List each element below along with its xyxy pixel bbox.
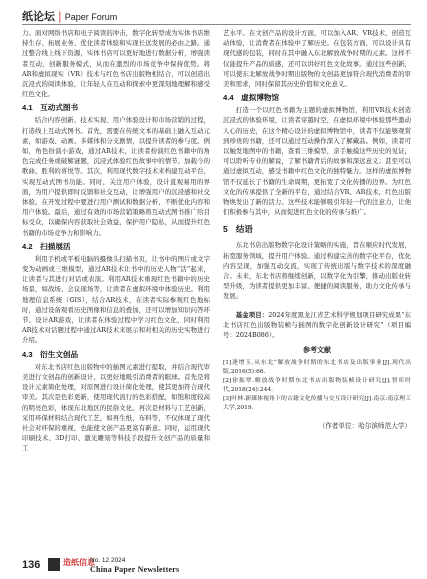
journal-logo-text: 造纸信息 (63, 558, 95, 567)
section-heading-4-2: 4.2 扫描展活 (22, 241, 71, 251)
paragraph: 利用手机或平板电脑的摄像头扫描书页，让书中的图片或文字变为动画或三维模型，通过AR技术让书中的历史人物“活”起来，让读者与其进行对话或表演。利用AR技术重现红色书籍中的历史场景，如战场、会议现场等，让读者在虚拟环境中体验历史。利用地理信息系统（GIS），结合AR技术，在读者实际参观红色地标时，通过设备观看历史图像和信息的叠加，还可以增加知识问答环节、设计AR游戏，让读者在体验过程中学习红色文化，同时利用AR技术对话题过程中通过AR技术来展示和对相关的历史实物进行介绍。 (22, 254, 210, 345)
paragraph: 艺水平。在文创产品的设计方面，可以加入AR、VR技术，创造互动体验，让消费者在体验中了解历史。在包装方面，可以设计具有现代感的包装，同时在其中融入东北解放战争时期的元素。这样不仅能提升产品的质感，还可以讲好红色文化故事。通过这些创新，可以使东北解放战争时期出版物的文创品更加符合现代消费者的审美和需求，同时保留其历史价值和文化意义。 (223, 29, 411, 89)
issue-number: No. 12 2024 (90, 557, 126, 564)
left-column (22, 28, 210, 454)
author-affiliation: （作者单位：哈尔滨师范大学） (318, 422, 411, 431)
section-heading-4-3: 4.3 衍生文创品 (22, 349, 79, 359)
reference-item: [3]叶林.新媒体视角下的古籍文化传播与交互设计研究[J].南京:南京理工大学,2019. (223, 396, 411, 412)
section-title-zh: 纸论坛 (22, 10, 55, 23)
section-heading-4-4: 4.4 虚拟博物馆 (223, 93, 280, 103)
page-footer (0, 555, 427, 579)
references-title: 参考文献 (303, 347, 331, 355)
header-rule (22, 24, 411, 25)
paragraph: 结合内容创新、技术实现、用户体验设计和市场营销的过程，打造线上互动式图书。首先，需要在传统文本的基础上融入互动元素，如游戏、动画、多媒体和分支剧情，以提升读者的参与度。例如，角色扮演小游戏，通过AR技术，让读者扮演红色书籍中的角色完成任务或破解谜题，沉浸式体验红色故事中的情节。加载今的歌曲、胜利的喜悦等。其次，利用现代数字技术来构建互动平台，实现互动式图书功能。同时，关注用户体验，设计直观易用的界面，为用户提供即时反馈和社交互动，让增强用户的沉浸感和社交体验。在开发过程中要进行用户测试和数据分析，不断优化内容和用户体验。最后，通过有效的市场营销策略将互动式图书推广给目标受众，以确保内容获取社会效益，保护用户隐私，从而提升红色书籍的市场竞争力和影响力。 (22, 116, 210, 237)
funding-note (223, 310, 411, 341)
section-heading-5: 5 结语 (223, 224, 253, 235)
section-title (22, 8, 117, 24)
paragraph: 对东北书店红色出版物中的插图元素进行提取，并结合现代审美进行文创品的创新设计，以更好地吸引消费者的眼球。首先是将设计元素简化处理，对原图进行设计简化处理，使其更加符合现代审美。其次是色彩更新，使用现代流行的色彩搭配，如饱和度较高的明亮色彩，体现东北地区的民俗文化。再次是材料与工艺创新，采用环保材料结合现代工艺，如再生纸、布料等，不仅体现了现代社会对环保的重视，也能使文创产品更富有新意。同时，运用现代印刷技术、3D打印、激光雕刻等科技手段提升文创产品的质量和工 (22, 362, 210, 453)
paragraph: 力。面对网络书店和电子阅读的冲击，数字化转型成为实体书店维持生存、拓展业务、优化读者体验和实现长远发展的必由之路。通过整合线上线下资源，实体书店可以更好地进行数据分析，增强读者互动，创新服务模式，从而在激烈的市场竞争中保持优势。将AR和虚拟现实（VR）技术与红色书店出版物相结合，可以创造出沉浸式的阅读体验，让年轻人在互动和探索中更深刻地理解和感受红色文化。 (22, 29, 210, 99)
page-header (0, 0, 427, 28)
title-separator: | (58, 10, 62, 23)
funding-text: 2024年度黑龙江省艺术科学规划项目研究成果“东北书店红色出版物装帧与插图的数字化创新设计研究”（项目编号：2024B086）。 (223, 310, 412, 340)
section-heading-4-1: 4.1 互动式图书 (22, 103, 79, 113)
paragraph: 东北书店出版物数字化设计策略的实施，旨在顺应时代发展，拓宽服务领域，提升用户体验。通过构建完善的数字化平台，优化内容呈现，加强互动交流，实现了传统出版与数字技术的深度融合。未来，东北书店将继续创新，以数字化为引擎，推动出版业转型升级，为读者提供更加丰富、便捷的阅读服务，助力文化传承与发展。 (223, 241, 411, 301)
reference-item: [2]徐振翠.解放战争时期东北书店出版物装帧设计研究[J].智库时代,2018(24):244. (223, 378, 411, 394)
page-number: 136 (22, 559, 41, 571)
funding-label: 基金项目： (235, 310, 269, 319)
paragraph: 打造一个以红色书籍为主题的虚拟博物馆，利用VR技术创造沉浸式的体验环境，让读者穿越时空，在虚拟环境中体验那些激动人心的历史，在这个精心设计的虚拟博物馆中，读者不仅能够观赏到珍贵的书籍，还可以通过互动操作深入了解藏品。例如，读者可以触发地图中的书籍，查看三维模型，亲手触摸这些历史的见证，可以聆听专业的解说，了解书籍背后的故事和深远意义；甚至可以通过虚拟互动，感受书籍中红色文化的独特魅力。这样的虚拟博物馆不仅延长了书籍的生命周期，更拓宽了文化传播的边界。为红色文化的传承提供了全新的平台，通过结合VR、AR技术，红色出版物焕发出了新的活力。这些技术能够吸引年轻一代的注意力，让他们积极参与其中，从而促进红色文化的传承与推广。 (223, 106, 411, 217)
journal-name: China Paper Newsletters (90, 565, 180, 574)
journal-logo-icon (48, 558, 60, 571)
reference-item: [1]逄增玉.从东北“解放战争时期的东北书店及出版事业[J].现代出版,2016(5):66. (223, 360, 411, 376)
section-title-en: Paper Forum (64, 12, 118, 22)
right-column (223, 28, 411, 432)
